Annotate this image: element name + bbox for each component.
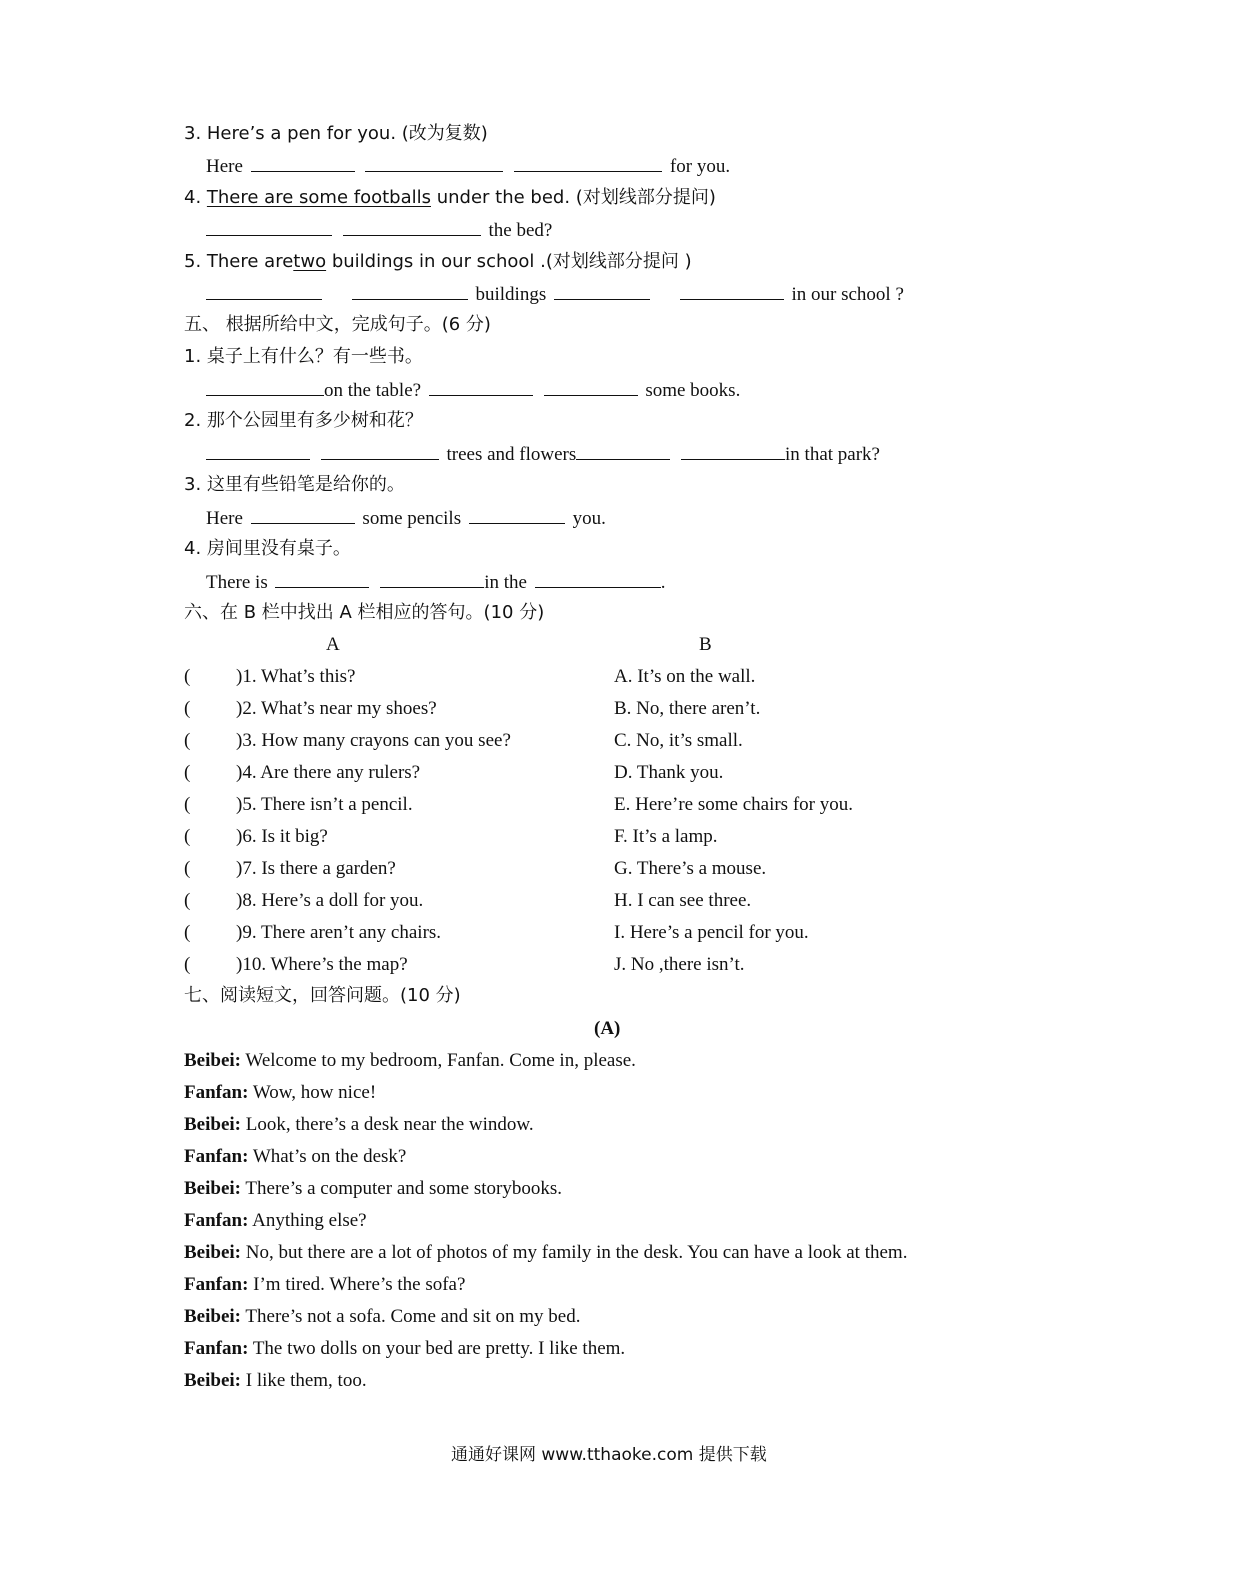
question-5-1-answer-line xyxy=(206,378,740,403)
match-row xyxy=(184,953,408,977)
question-4-3-prompt: 3. Here’s a pen for you. (改为复数) xyxy=(184,123,488,144)
word: trees and flowers xyxy=(446,444,577,465)
utterance: I like them, too. xyxy=(241,1370,367,1391)
answer-blank[interactable] xyxy=(429,378,533,396)
match-row xyxy=(184,889,423,913)
answer-blank[interactable] xyxy=(251,506,355,524)
question-4-4-prompt xyxy=(184,186,716,210)
b-item: C. No, it’s small. xyxy=(614,730,743,751)
dialogue-line xyxy=(184,1177,562,1201)
question-4-4-answer-line xyxy=(206,218,552,243)
answer-paren[interactable]: ( xyxy=(184,922,191,943)
speaker: Beibei: xyxy=(184,1306,241,1327)
question-5-2-answer-line xyxy=(206,442,880,467)
answer-blank[interactable] xyxy=(514,154,662,172)
answer-paren[interactable]: ( xyxy=(184,826,191,847)
answer-paren[interactable]: ( xyxy=(184,858,191,879)
dialogue-line xyxy=(184,1081,376,1105)
word: some pencils xyxy=(362,508,462,529)
question-5-3-answer-line xyxy=(206,506,606,531)
question-4-5-prompt xyxy=(184,250,692,274)
b-item: G. There’s a mouse. xyxy=(614,858,767,879)
a-item: )4. Are there any rulers? xyxy=(236,762,421,783)
word: you. xyxy=(572,508,606,529)
answer-paren[interactable]: ( xyxy=(184,666,191,687)
match-row xyxy=(184,921,441,945)
utterance: There’s not a sofa. Come and sit on my bed. xyxy=(241,1306,581,1327)
a-item: )7. Is there a garden? xyxy=(236,858,396,879)
speaker: Fanfan: xyxy=(184,1146,249,1167)
dialogue-line xyxy=(184,1145,406,1169)
utterance: Look, there’s a desk near the window. xyxy=(241,1114,534,1135)
speaker: Fanfan: xyxy=(184,1274,249,1295)
match-row xyxy=(184,825,328,849)
answer-paren[interactable]: ( xyxy=(184,794,191,815)
dialogue-line xyxy=(184,1305,580,1329)
answer-blank[interactable] xyxy=(206,282,322,300)
word: the bed? xyxy=(488,220,553,241)
answer-blank[interactable] xyxy=(680,282,784,300)
match-row xyxy=(184,857,396,881)
answer-paren[interactable]: ( xyxy=(184,698,191,719)
a-item: )6. Is it big? xyxy=(236,826,328,847)
utterance: I’m tired. Where’s the sofa? xyxy=(248,1274,466,1295)
question-4-5-answer-line xyxy=(206,282,904,307)
speaker: Fanfan: xyxy=(184,1082,249,1103)
dialogue-line xyxy=(184,1049,636,1073)
answer-blank[interactable] xyxy=(206,442,310,460)
a-item: )10. Where’s the map? xyxy=(236,954,408,975)
speaker: Fanfan: xyxy=(184,1210,249,1231)
answer-paren[interactable]: ( xyxy=(184,954,191,975)
answer-blank[interactable] xyxy=(352,282,468,300)
a-item: )8. Here’s a doll for you. xyxy=(236,890,424,911)
speaker: Beibei: xyxy=(184,1114,241,1135)
section-6-heading: 六、在 B 栏中找出 A 栏相应的答句。(10 分) xyxy=(184,602,545,623)
instruction: under the bed. (对划线部分提问) xyxy=(431,187,716,208)
word: There is xyxy=(206,572,268,593)
a-item: )3. How many crayons can you see? xyxy=(236,730,511,751)
column-b-header: B xyxy=(699,634,712,655)
answer-blank[interactable] xyxy=(576,442,670,460)
answer-paren[interactable]: ( xyxy=(184,762,191,783)
a-item: )5. There isn’t a pencil. xyxy=(236,794,413,815)
match-row xyxy=(184,729,511,753)
answer-blank[interactable] xyxy=(343,218,481,236)
word: Here xyxy=(206,156,243,177)
utterance: No, but there are a lot of photos of my family in the desk. You can have a look at them. xyxy=(241,1242,908,1263)
answer-blank[interactable] xyxy=(251,154,355,172)
answer-blank[interactable] xyxy=(544,378,638,396)
answer-blank[interactable] xyxy=(365,154,503,172)
question-5-3-chinese: 3. 这里有些铅笔是给你的。 xyxy=(184,474,405,495)
b-item: E. Here’re some chairs for you. xyxy=(614,794,853,815)
column-a-header: A xyxy=(326,634,340,655)
question-5-1-chinese: 1. 桌子上有什么？有一些书。 xyxy=(184,346,423,367)
utterance: Welcome to my bedroom, Fanfan. Come in, please. xyxy=(241,1050,636,1071)
answer-paren[interactable]: ( xyxy=(184,730,191,751)
speaker: Beibei: xyxy=(184,1050,241,1071)
speaker: Beibei: xyxy=(184,1178,241,1199)
dialogue-line xyxy=(184,1337,625,1361)
a-item: )9. There aren’t any chairs. xyxy=(236,922,442,943)
answer-blank[interactable] xyxy=(321,442,439,460)
section-7-heading: 七、阅读短文，回答问题。(10 分) xyxy=(184,985,461,1006)
word: in the xyxy=(484,572,527,593)
question-5-4-answer-line xyxy=(206,570,665,595)
answer-blank[interactable] xyxy=(206,378,324,396)
underlined-phrase: There are some footballs xyxy=(206,187,431,208)
utterance: Wow, how nice! xyxy=(248,1082,377,1103)
question-4-3-answer-line xyxy=(206,154,730,179)
answer-blank[interactable] xyxy=(206,218,332,236)
word: in our school ? xyxy=(791,284,904,305)
answer-paren[interactable]: ( xyxy=(184,890,191,911)
a-item: )1. What’s this? xyxy=(236,666,356,687)
match-row xyxy=(184,697,437,721)
question-5-4-chinese: 4. 房间里没有桌子。 xyxy=(184,538,351,559)
dialogue-line xyxy=(184,1209,367,1233)
word: for you. xyxy=(669,156,731,177)
utterance: There’s a computer and some storybooks. xyxy=(241,1178,562,1199)
word: Here xyxy=(206,508,243,529)
word: some books. xyxy=(645,380,741,401)
dialogue-line xyxy=(184,1273,465,1297)
word: on the table? xyxy=(324,380,422,401)
b-item: A. It’s on the wall. xyxy=(614,666,756,687)
instruction: buildings in our school .(对划线部分提问 ) xyxy=(326,251,692,272)
b-item: H. I can see three. xyxy=(614,890,752,911)
answer-blank[interactable] xyxy=(681,442,785,460)
dialogue-line xyxy=(184,1369,367,1393)
b-item: J. No ,there isn’t. xyxy=(614,954,745,975)
b-item: B. No, there aren’t. xyxy=(614,698,761,719)
speaker: Beibei: xyxy=(184,1370,241,1391)
utterance: Anything else? xyxy=(248,1210,367,1231)
match-row xyxy=(184,761,420,785)
b-item: I. Here’s a pencil for you. xyxy=(614,922,809,943)
answer-blank[interactable] xyxy=(554,282,650,300)
answer-blank[interactable] xyxy=(535,570,661,588)
page-footer: 通通好课网 www.tthaoke.com 提供下载 xyxy=(451,1445,767,1465)
b-item: F. It’s a lamp. xyxy=(614,826,718,847)
dialogue-line xyxy=(184,1113,534,1137)
a-item: )2. What’s near my shoes? xyxy=(236,698,437,719)
passage-label: (A) xyxy=(594,1018,621,1039)
utterance: What’s on the desk? xyxy=(248,1146,407,1167)
b-item: D. Thank you. xyxy=(614,762,724,783)
speaker: Fanfan: xyxy=(184,1338,249,1359)
match-row xyxy=(184,793,413,817)
word: buildings xyxy=(475,284,547,305)
utterance: The two dolls on your bed are pretty. I like them. xyxy=(248,1338,626,1359)
answer-blank[interactable] xyxy=(275,570,369,588)
question-number: 4. xyxy=(184,187,207,208)
underlined-phrase: two xyxy=(293,251,327,272)
match-row xyxy=(184,665,355,689)
answer-blank[interactable] xyxy=(469,506,565,524)
word: in that park? xyxy=(785,444,880,465)
word: . xyxy=(660,572,666,593)
question-text: 5. There are xyxy=(184,251,294,272)
speaker: Beibei: xyxy=(184,1242,241,1263)
answer-blank[interactable] xyxy=(380,570,484,588)
question-5-2-chinese: 2. 那个公园里有多少树和花？ xyxy=(184,410,423,431)
section-5-heading: 五、 根据所给中文，完成句子。(6 分) xyxy=(184,314,491,335)
dialogue-line xyxy=(184,1241,907,1265)
